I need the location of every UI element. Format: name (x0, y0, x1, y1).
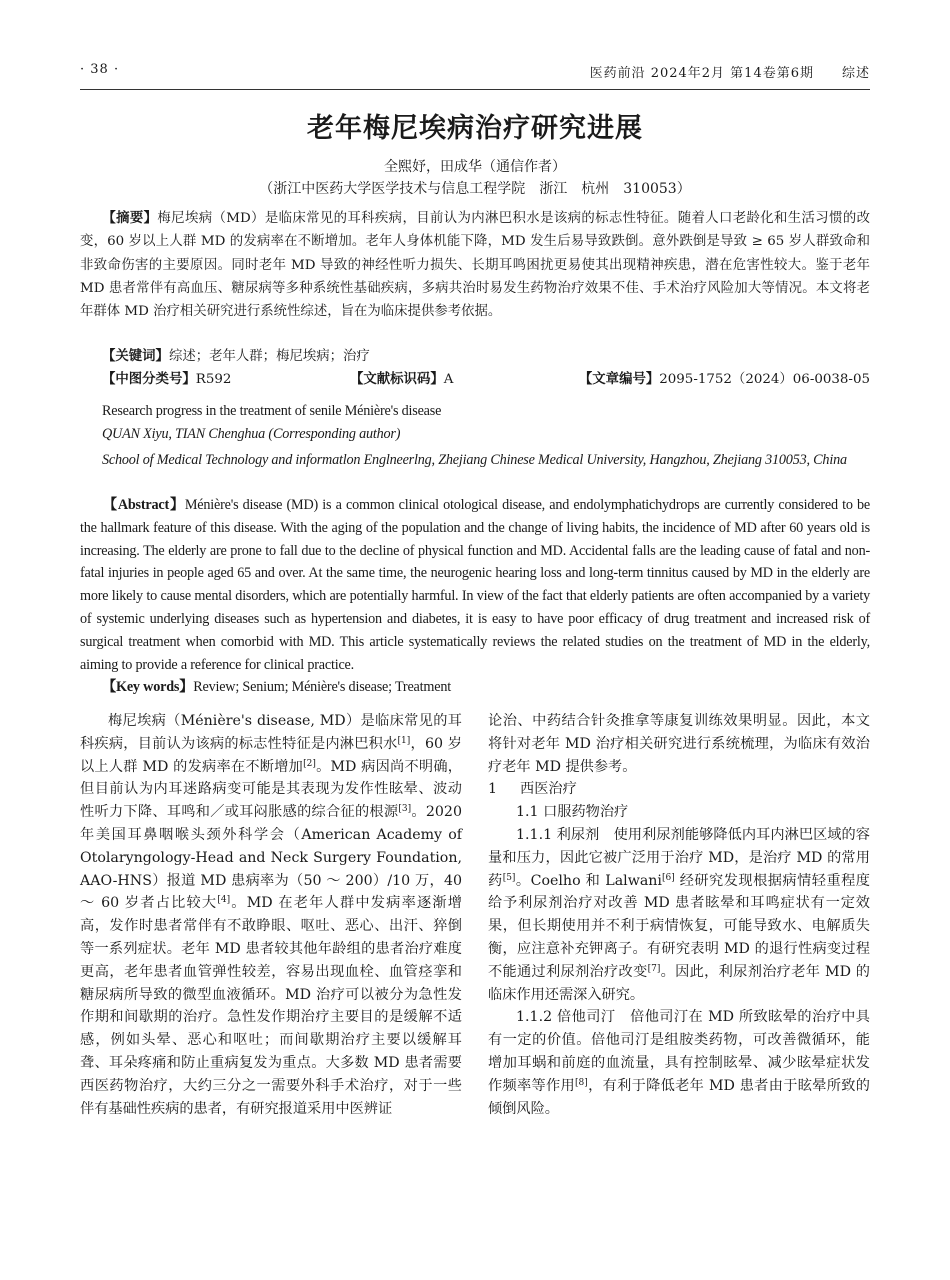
english-keywords-label: 【Key words】 (102, 679, 194, 695)
article-title: 老年梅尼埃病治疗研究进展 (307, 113, 643, 144)
subsection-heading-1-1: 1.1 口服药物治疗 (516, 804, 629, 821)
abstract-label: 【摘要】 (102, 210, 158, 226)
citation-4: [4] (217, 895, 231, 906)
article-number-label: 【文章编号】 (578, 371, 660, 387)
section-number: 1 (488, 781, 498, 798)
citation-6: [6] (661, 872, 675, 883)
article-number (579, 368, 870, 387)
document-code-value: A (443, 372, 454, 387)
authors: 全熙妤，田成华（通信作者） (384, 159, 566, 175)
classification-label: 【中图分类号】 (102, 371, 196, 387)
affiliation: （浙江中医药大学医学技术与信息工程学院 浙江 杭州 310053） (259, 181, 691, 197)
abstract-text: 梅尼埃病（MD）是临床常见的耳科疾病，目前认为内淋巴积水是该病的标志性特征。随着人口老龄化和生活习惯的改变，60 岁以上人群 MD 的发病率在不断增加。老年人身体机能下降，MD 发生后易导致跌倒。意外跌倒是导致 ≥ 65 岁人群致命和非致命伤害的主要原因。同时老年 MD 导致的神经性听力损失、长期耳鸣困扰更易使其出现精神疾患，潜在危害性较大。鉴于老年 MD 患者常伴有高血压、糖尿病等多种系统性基础疾病，多病共治时易发生药物治疗效果不佳、手术治疗风险加大等情况。本文将老年群体 MD 治疗相关研究进行系统性综述，旨在为临床提供参考依据。 (80, 211, 870, 320)
body-left-column (80, 710, 462, 1120)
english-keywords (102, 676, 451, 696)
english-authors: QUAN Xiyu, TIAN Chenghua (Corresponding author) (102, 426, 401, 442)
citation-1: [1] (397, 735, 411, 746)
citation-2: [2] (303, 758, 316, 769)
running-header (80, 62, 870, 86)
citation-8: [8] (575, 1077, 588, 1088)
citation-5: [5] (502, 872, 516, 883)
article-number-value: 2095-1752（2024）06-0038-05 (659, 372, 870, 387)
intro-paragraph: 梅尼埃病（Ménière's disease, MD）是临床常见的耳科疾病，目前认为该病的标志性特征是内淋巴积水[1]，60 岁以上人群 MD 的发病率在不断增加[2]。MD 病因尚不明确，但目前认为内耳迷路病变可能是其表现为发作性眩晕、波动性听力下降、耳鸣和／或耳闷胀感的综合征的根源[3]。2020 年美国耳鼻咽喉头颈外科学会（American Academy of Otolaryngology-Head and Neck Surgery Foundation, AAO-HNS）报道 MD 患病率为（50 ～ 200）/10 万，40 ～ 60 岁者占比较大[4]。MD 在老年人群中发病率逐渐增高，发作时患者常伴有不敢睁眼、呕吐、恶心、出汗、猝倒等一系列症状。老年 MD 患者较其他年龄组的患者治疗难度更高，老年患者血管弹性较差，容易出现血栓、血管痉挛和糖尿病所导致的微型血液循环。MD 治疗可以被分为急性发作期和间歇期的治疗。急性发作期治疗主要目的是缓解不适感，例如头晕、恶心和呕吐；而间歇期治疗主要以缓解耳聋、耳朵疼痛和防止重病复发为重点。大多数 MD 患者需要西医药物治疗，大约三分之一需要外科手术治疗，对于一些伴有基础性疾病的患者，有研究报道采用中医辨证 (80, 713, 462, 1117)
keywords-label: 【关键词】 (102, 348, 169, 364)
journal-info: 医药前沿 2024年2月 第14卷第6期 综述 (589, 66, 870, 81)
intro-paragraph-continued: 论治、中药结合针灸推拿等康复训练效果明显。因此，本文将针对老年 MD 治疗相关研究进行系统梳理，为临床有效治疗老年 MD 提供参考。 (488, 713, 870, 775)
section-1-1-2-paragraph: 1.1.2 倍他司汀 倍他司汀在 MD 所致眩晕的治疗中具有一定的价值。倍他司汀是组胺类药物，可改善微循环，能增加耳蜗和前庭的血流量，具有控制眩晕、减少眩晕症状发作频率等作用[8]，有利于降低老年 MD 患者由于眩晕所致的倾倒风险。 (488, 1009, 870, 1117)
english-abstract (80, 494, 870, 676)
chinese-keywords (102, 345, 370, 364)
header-rule (80, 89, 870, 90)
document-code (350, 368, 453, 387)
classification-number (102, 368, 231, 387)
english-affiliation: School of Medical Technology and informatlon Englneerlng, Zhejiang Chinese Medical University, Hangzhou, Zhejiang 310053, China (102, 452, 847, 468)
section-title: 西医治疗 (520, 781, 577, 798)
body-right-column (488, 710, 870, 1120)
section-heading-1 (488, 778, 870, 801)
classification-value: R592 (195, 372, 232, 387)
citation-7: [7] (647, 963, 661, 974)
section-1-1-1-paragraph: 1.1.1 利尿剂 使用利尿剂能够降低内耳内淋巴区域的容量和压力，因此它被广泛用于治疗 MD，是治疗 MD 的常用药[5]。Coelho 和 Lalwani[6] 经研究发现根据病情轻重程度给予利尿剂治疗对改善 MD 患者眩晕和耳鸣症状有一定效果，但长期使用并不利于病情恢复，可能导致水、电解质失衡，应注意补充钾离子。有研究表明 MD 的退行性病变过程不能通过利尿剂治疗改变[7]。因此，利尿剂治疗老年 MD 的临床作用还需深入研究。 (488, 826, 870, 1003)
chinese-abstract (80, 207, 870, 323)
page-number: · 38 · (80, 62, 120, 77)
article-identifiers (102, 368, 870, 390)
citation-3: [3] (398, 804, 412, 815)
keywords-text: 综述；老年人群；梅尼埃病；治疗 (168, 349, 370, 364)
english-abstract-label: 【Abstract】 (102, 497, 185, 513)
english-keywords-text: Review; Senium; Ménière's disease; Treatment (193, 679, 451, 695)
english-abstract-text: Ménière's disease (MD) is a common clinical otological disease, and endolymphatichydrops are currently considered to be the hallmark feature of this disease. With the aging of the population and the change of living habits, the incidence of MD after 60 years old is increasing. The elderly are prone to fall due to the decline of physical function and MD. Accidental falls are the leading cause of fatal and non-fatal injuries in people aged 65 and over. At the same time, the neurogenic hearing loss and long-term tinnitus caused by MD in the elderly are more likely to cause mental disorders, which are potentially harmful. In view of the fact that elderly patients are often accompanied by a variety of systemic underlying diseases such as hypertension and diabetes, it is easy to have poor efficacy of drug treatment and increased risk of surgical treatment when comorbid with MD. This article systematically reviews the related studies on the treatment of MD in the elderly, aiming to provide a reference for clinical practice. (80, 497, 870, 673)
english-title: Research progress in the treatment of senile Ménière's disease (102, 403, 442, 419)
document-code-label: 【文献标识码】 (350, 371, 444, 387)
